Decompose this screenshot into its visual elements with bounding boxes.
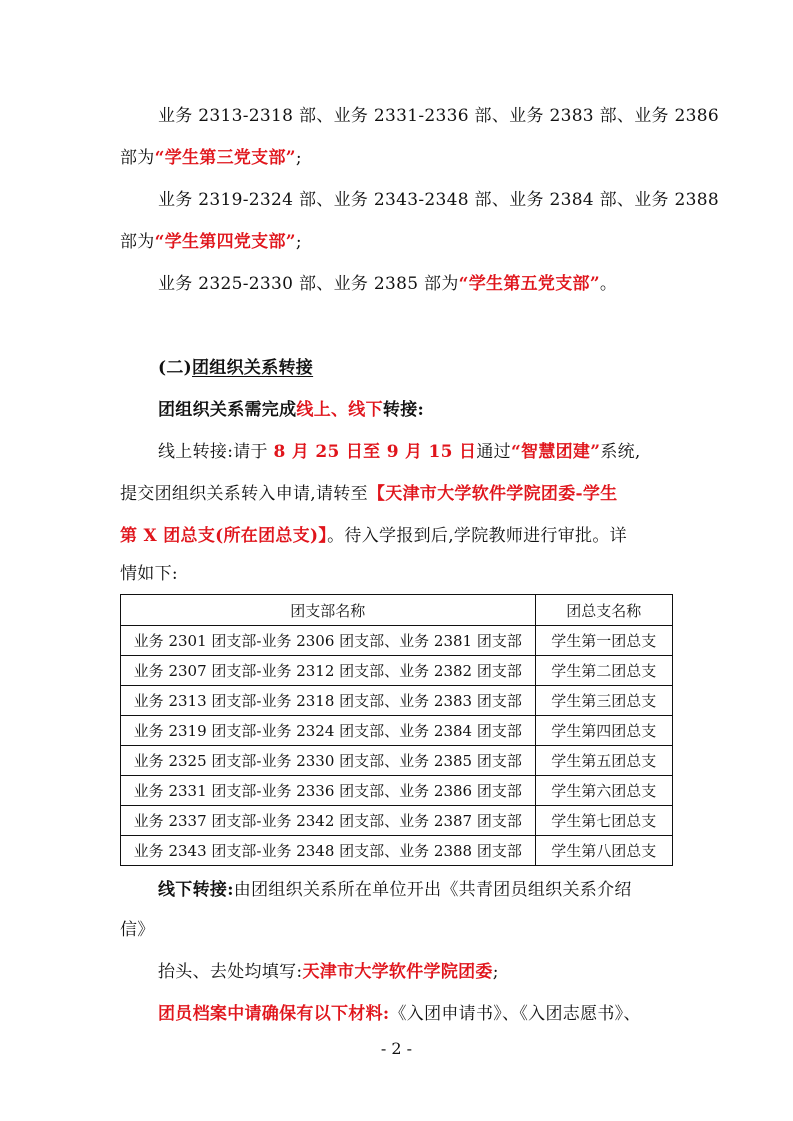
paragraph-line: 部为“学生第三党支部”;: [120, 148, 302, 168]
section-heading: (二)团组织关系转接: [158, 358, 314, 378]
branch-table: [120, 594, 673, 866]
table-cell: 学生第三团总支: [535, 686, 672, 716]
table-cell: 业务 2337 团支部-业务 2342 团支部、业务 2387 团支部: [121, 806, 536, 836]
table-cell: 业务 2343 团支部-业务 2348 团支部、业务 2388 团支部: [121, 836, 536, 866]
table-cell: 学生第二团总支: [535, 656, 672, 686]
table-cell: 学生第八团总支: [535, 836, 672, 866]
paragraph-line: 提交团组织关系转入申请,请转至【天津市大学软件学院团委-学生: [120, 484, 618, 504]
paragraph-line: 业务 2325-2330 部、业务 2385 部为“学生第五党支部”。: [158, 274, 618, 294]
paragraph-line: 情如下:: [120, 564, 178, 584]
paragraph-line: 团员档案中请确保有以下材料:《入团申请书》、《入团志愿书》、: [158, 1004, 641, 1024]
paragraph-line: 信》: [120, 920, 155, 940]
table-cell: 业务 2307 团支部-业务 2312 团支部、业务 2382 团支部: [121, 656, 536, 686]
paragraph-line: 线下转接:由团组织关系所在单位开出《共青团员组织关系介绍: [158, 880, 632, 900]
paragraph-line: 业务 2313-2318 部、业务 2331-2336 部、业务 2383 部、业务 2386: [158, 106, 719, 126]
table-cell: 业务 2331 团支部-业务 2336 团支部、业务 2386 团支部: [121, 776, 536, 806]
paragraph-line: 部为“学生第四党支部”;: [120, 232, 302, 252]
table-row: [121, 686, 673, 716]
paragraph-line: 线上转接:请于 8 月 25 日至 9 月 15 日通过“智慧团建”系统,: [158, 442, 641, 462]
table-row: [121, 746, 673, 776]
table-header-general-branch: 团总支名称: [535, 595, 672, 626]
paragraph-line: 抬头、去处均填写:天津市大学软件学院团委;: [158, 962, 499, 982]
table-cell: 业务 2319 团支部-业务 2324 团支部、业务 2384 团支部: [121, 716, 536, 746]
table-cell: 业务 2325 团支部-业务 2330 团支部、业务 2385 团支部: [121, 746, 536, 776]
table-row: [121, 776, 673, 806]
table-cell: 业务 2301 团支部-业务 2306 团支部、业务 2381 团支部: [121, 626, 536, 656]
paragraph-line: 第 X 团总支(所在团总支)】。待入学报到后,学院教师进行审批。详: [120, 526, 627, 546]
table-row: [121, 836, 673, 866]
table-cell: 学生第七团总支: [535, 806, 672, 836]
page-number: - 2 -: [380, 1039, 413, 1058]
table-header-branch: 团支部名称: [121, 595, 536, 626]
table-cell: 学生第一团总支: [535, 626, 672, 656]
table-row: [121, 626, 673, 656]
table-row: [121, 806, 673, 836]
table-cell: 学生第六团总支: [535, 776, 672, 806]
paragraph-line: 团组织关系需完成线上、线下转接:: [158, 400, 425, 420]
table-row: [121, 656, 673, 686]
paragraph-line: 业务 2319-2324 部、业务 2343-2348 部、业务 2384 部、业务 2388: [158, 190, 719, 210]
table-cell: 业务 2313 团支部-业务 2318 团支部、业务 2383 团支部: [121, 686, 536, 716]
table-cell: 学生第四团总支: [535, 716, 672, 746]
table-row: [121, 716, 673, 746]
table-cell: 学生第五团总支: [535, 746, 672, 776]
